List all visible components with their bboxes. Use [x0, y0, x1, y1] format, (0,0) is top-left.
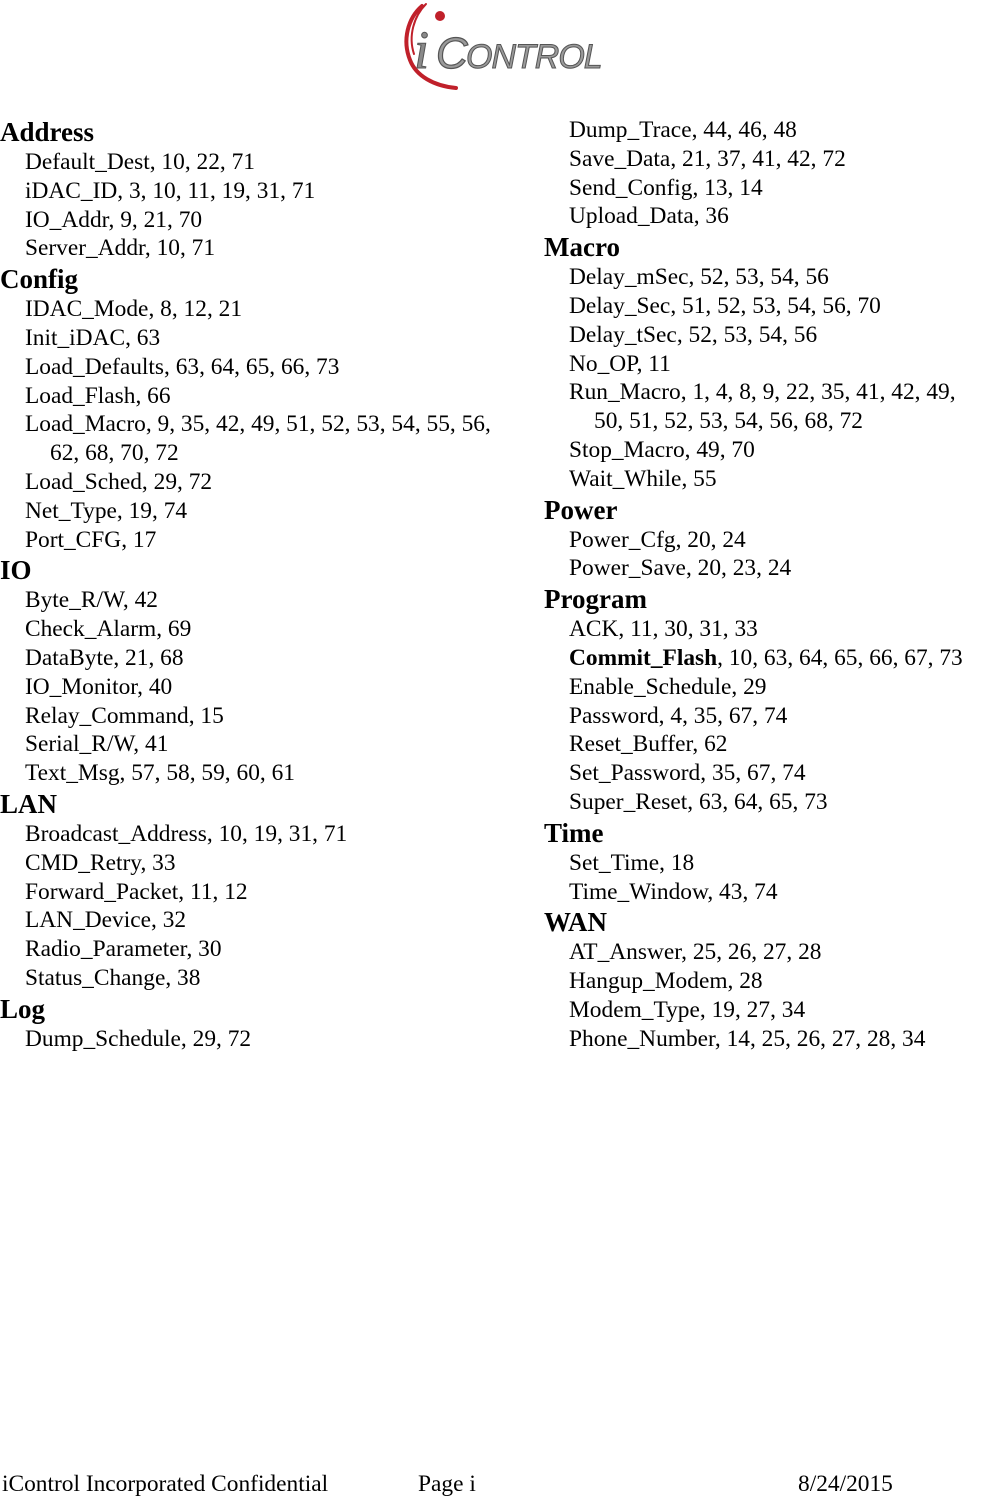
index-term: Text_Msg	[25, 760, 120, 787]
index-term: Upload_Data	[569, 203, 694, 230]
index-term: Load_Sched	[25, 468, 142, 495]
index-term: Relay_Command	[25, 702, 189, 729]
index-term: No_OP	[569, 350, 637, 377]
index-page-refs: 25, 26, 27, 28	[692, 939, 822, 966]
index-entry: Broadcast_Address, 10, 19, 31, 71	[25, 820, 348, 847]
index-term: Radio_Parameter	[25, 936, 187, 963]
index-page-refs: 55	[693, 465, 717, 492]
index-entry: Password, 4, 35, 67, 74	[569, 702, 788, 729]
index-page-refs: 4, 35, 67, 74	[670, 702, 788, 729]
index-entry: Load_Defaults, 63, 64, 65, 66, 73	[25, 353, 340, 380]
index-page-refs: 35, 67, 74	[711, 760, 806, 787]
index-page-refs: 14, 25, 26, 27, 28, 34	[726, 1025, 926, 1052]
index-entry: Text_Msg, 57, 58, 59, 60, 61	[25, 760, 295, 787]
index-term: Forward_Packet	[25, 878, 179, 905]
index-page-refs: 63	[136, 324, 161, 351]
footer-company: iControl Incorporated Confidential	[2, 1471, 329, 1497]
index-section-heading: Power	[544, 494, 618, 525]
index-page-refs: 49, 70	[696, 436, 755, 463]
index-section-heading: Log	[0, 993, 46, 1024]
index-term: Time_Window	[569, 878, 708, 905]
index-entry: Super_Reset, 63, 64, 65, 73	[569, 788, 828, 815]
index-page-refs: 62	[704, 731, 728, 758]
index-entry: Modem_Type, 19, 27, 34	[569, 996, 806, 1023]
index-entry: Commit_Flash, 10, 63, 64, 65, 66, 67, 73	[569, 644, 963, 671]
index-page-refs: 42	[134, 587, 158, 614]
index-page-refs: 10, 63, 64, 65, 66, 67, 73	[728, 644, 963, 671]
index-page-refs: 43, 74	[719, 878, 778, 905]
index-entry: Enable_Schedule, 29	[569, 673, 767, 700]
index-term: Run_Macro	[569, 379, 681, 406]
index-page-refs: 57, 58, 59, 60, 61	[131, 760, 295, 787]
index-page-refs: 15	[200, 702, 224, 729]
index-entry: Serial_R/W, 41	[25, 731, 169, 758]
index-term: IO_Monitor	[25, 673, 138, 700]
index-entry: Load_Sched, 29, 72	[25, 468, 213, 495]
index-entry: Net_Type, 19, 74	[25, 497, 188, 524]
icontrol-logo	[400, 0, 612, 92]
index-term: Modem_Type	[569, 996, 700, 1023]
index-page-refs: 52, 53, 54, 56	[688, 321, 818, 348]
index-term: Server_Addr	[25, 235, 145, 262]
index-term: Net_Type	[25, 497, 117, 524]
index-entry: Default_Dest, 10, 22, 71	[25, 149, 255, 175]
index-term: Super_Reset	[569, 788, 688, 815]
index-entry: iDAC_ID, 3, 10, 11, 19, 31, 71	[25, 177, 316, 204]
index-entry: No_OP, 11	[569, 350, 671, 377]
index-term: Init_iDAC	[25, 324, 126, 351]
index-entry: Dump_Trace, 44, 46, 48	[569, 117, 797, 143]
svg-text:ONTROL: ONTROL	[466, 38, 602, 76]
svg-text:i: i	[414, 20, 430, 80]
index-entry: IO_Addr, 9, 21, 70	[25, 206, 203, 233]
index-entry: DataByte, 21, 68	[25, 644, 184, 671]
index-page-refs: 41	[145, 731, 169, 758]
index-page-refs: 20, 24	[687, 526, 746, 553]
index-page-refs: 66	[147, 382, 171, 409]
index-term: Load_Flash	[25, 382, 136, 409]
index-entry: Time_Window, 43, 74	[569, 878, 778, 905]
index-entry: Load_Macro, 9, 35, 42, 49, 51, 52, 53, 54, 55, 56, 62, 68, 70, 72	[25, 411, 491, 467]
index-term: DataByte	[25, 644, 114, 671]
index-entry: AT_Answer, 25, 26, 27, 28	[569, 939, 822, 966]
index-page-refs: 9, 21, 70	[120, 206, 203, 233]
index-column-left	[0, 116, 530, 1054]
index-page-refs: 21, 68	[125, 644, 184, 671]
index-term: ACK	[569, 616, 619, 643]
index-page-refs: 3, 10, 11, 19, 31, 71	[128, 177, 316, 204]
index-entry: Save_Data, 21, 37, 41, 42, 72	[569, 145, 846, 172]
index-page-refs: 32	[162, 907, 187, 934]
index-page-refs: 29	[743, 673, 767, 700]
index-entry: Wait_While, 55	[569, 465, 717, 492]
index-page-refs: 29, 72	[192, 1025, 252, 1052]
index-section-heading: Time	[544, 817, 604, 848]
index-term: Wait_While	[569, 465, 682, 492]
index-entry: Send_Config, 13, 14	[569, 174, 763, 201]
index-entry: Power_Cfg, 20, 24	[569, 526, 746, 553]
index-entry: Relay_Command, 15	[25, 702, 224, 729]
index-term: Power_Save	[569, 555, 686, 582]
index-term: LAN_Device	[25, 907, 151, 934]
index-entry: Run_Macro, 1, 4, 8, 9, 22, 35, 41, 42, 49, 50, 51, 52, 53, 54, 56, 68, 72	[569, 379, 956, 435]
index-page-refs: 11, 30, 31, 33	[630, 616, 758, 643]
index-page-refs: 40	[148, 673, 173, 700]
index-term: Default_Dest	[25, 149, 150, 175]
index-section-heading: Macro	[544, 232, 620, 263]
index-term: Hangup_Modem	[569, 968, 728, 995]
index-entry: CMD_Retry, 33	[25, 849, 176, 876]
index-term: Delay_mSec	[569, 264, 689, 291]
index-entry: Reset_Buffer, 62	[569, 731, 728, 758]
footer-date: 8/24/2015	[798, 1471, 893, 1497]
index-entry: Load_Flash, 66	[25, 382, 171, 409]
index-page-refs: 19, 74	[128, 497, 188, 524]
index-term: Stop_Macro	[569, 436, 685, 463]
footer-page-number: Page i	[418, 1471, 476, 1497]
index-entry: IO_Monitor, 40	[25, 673, 173, 700]
index-term: Dump_Schedule	[25, 1025, 181, 1052]
index-term: iDAC_ID	[25, 177, 118, 204]
index-page-refs: 18	[670, 849, 695, 876]
index-entry: Check_Alarm, 69	[25, 616, 192, 643]
index-page-refs: 38	[177, 964, 201, 991]
index-entry: Byte_R/W, 42	[25, 587, 158, 614]
index-entry: Phone_Number, 14, 25, 26, 27, 28, 34	[569, 1025, 926, 1052]
index-page-refs: 9, 35, 42, 49, 51, 52, 53, 54, 55, 56, 62, 68, 70, 72	[50, 411, 491, 467]
index-page-refs: 11, 12	[190, 878, 248, 905]
index-entry: Server_Addr, 10, 71	[25, 235, 216, 262]
index-entry: Delay_Sec, 51, 52, 53, 54, 56, 70	[569, 292, 881, 319]
index-term: AT_Answer	[569, 939, 682, 966]
index-term: Load_Macro	[25, 411, 146, 438]
index-page-refs: 52, 53, 54, 56	[700, 264, 829, 291]
index-page-refs: 63, 64, 65, 66, 73	[175, 353, 340, 380]
index-page-refs: 29, 72	[153, 468, 213, 495]
index-page-refs: 10, 71	[156, 235, 216, 262]
index-entry: ACK, 11, 30, 31, 33	[569, 616, 758, 643]
index-entry: LAN_Device, 32	[25, 907, 187, 934]
index-section-heading: Address	[0, 117, 95, 147]
index-page-refs: 13, 14	[704, 174, 763, 201]
index-section-heading: WAN	[544, 907, 608, 938]
index-term: Byte_R/W	[25, 587, 123, 614]
index-entry: Set_Time, 18	[569, 849, 695, 876]
index-page-refs: 11	[648, 350, 671, 377]
index-term: Set_Time	[569, 849, 660, 876]
index-entry: Dump_Schedule, 29, 72	[25, 1025, 252, 1052]
index-entry: Forward_Packet, 11, 12	[25, 878, 248, 905]
index-section-heading: LAN	[0, 788, 58, 819]
index-column-right	[544, 116, 988, 1054]
index-page-refs: 69	[167, 616, 192, 643]
index-term: Send_Config	[569, 174, 693, 201]
index-term: Serial_R/W	[25, 731, 134, 758]
index-page-refs: 10, 22, 71	[161, 149, 255, 175]
index-page-refs: 36	[705, 203, 729, 230]
index-section-heading: Program	[544, 584, 647, 615]
index-section-heading: IO	[0, 555, 32, 586]
index-term: Delay_Sec	[569, 292, 671, 319]
index-term: Status_Change	[25, 964, 166, 991]
index-page-refs: 28	[739, 968, 763, 995]
index-page-refs: 44, 46, 48	[703, 117, 797, 143]
index-entry: Port_CFG, 17	[25, 526, 157, 553]
index-entry: Upload_Data, 36	[569, 203, 729, 230]
index-term: Save_Data	[569, 145, 671, 172]
index-term: IDAC_Mode	[25, 296, 149, 323]
index-term: Password	[569, 702, 659, 729]
index-term: Dump_Trace	[569, 117, 692, 143]
index-term: IO_Addr	[25, 206, 109, 233]
index-entry: Power_Save, 20, 23, 24	[569, 555, 792, 582]
index-page-refs: 21, 37, 41, 42, 72	[682, 145, 846, 172]
logo-text: C	[436, 29, 467, 78]
index-term: Phone_Number	[569, 1025, 715, 1052]
index-page-refs: 1, 4, 8, 9, 22, 35, 41, 42, 49, 50, 51, 52, 53, 54, 56, 68, 72	[594, 379, 956, 435]
index-page-refs: 33	[152, 849, 176, 876]
index-page-refs: 10, 19, 31, 71	[218, 820, 348, 847]
index-section-heading: Config	[0, 264, 79, 295]
index-entry: Radio_Parameter, 30	[25, 936, 222, 963]
index-entry: Delay_tSec, 52, 53, 54, 56	[569, 321, 818, 348]
index-page-refs: 51, 52, 53, 54, 56, 70	[682, 292, 881, 319]
index-entry: Delay_mSec, 52, 53, 54, 56	[569, 264, 829, 291]
index-term: Commit_Flash	[569, 644, 718, 671]
index-page-refs: 17	[132, 526, 157, 553]
index-entry: Init_iDAC, 63	[25, 324, 161, 351]
index-term: Power_Cfg	[569, 526, 676, 553]
index-term: Check_Alarm	[25, 616, 157, 643]
index-term: Reset_Buffer	[569, 731, 693, 758]
index-term: CMD_Retry	[25, 849, 141, 876]
index-term: Set_Password	[569, 760, 701, 787]
index-entry: IDAC_Mode, 8, 12, 21	[25, 296, 243, 323]
index-page-refs: 8, 12, 21	[160, 296, 243, 323]
index-term: Delay_tSec	[569, 321, 677, 348]
index-entry: Set_Password, 35, 67, 74	[569, 760, 806, 787]
index-term: Enable_Schedule	[569, 673, 732, 700]
index-entry: Hangup_Modem, 28	[569, 968, 763, 995]
index-page-refs: 19, 27, 34	[711, 996, 806, 1023]
index-term: Broadcast_Address	[25, 820, 207, 847]
index-term: Port_CFG	[25, 526, 122, 553]
index-entry: Stop_Macro, 49, 70	[569, 436, 755, 463]
index-term: Load_Defaults	[25, 353, 164, 380]
index-entry: Status_Change, 38	[25, 964, 201, 991]
index-page-refs: 30	[198, 936, 222, 963]
index-page-refs: 20, 23, 24	[697, 555, 792, 582]
index-page-refs: 63, 64, 65, 73	[698, 788, 828, 815]
